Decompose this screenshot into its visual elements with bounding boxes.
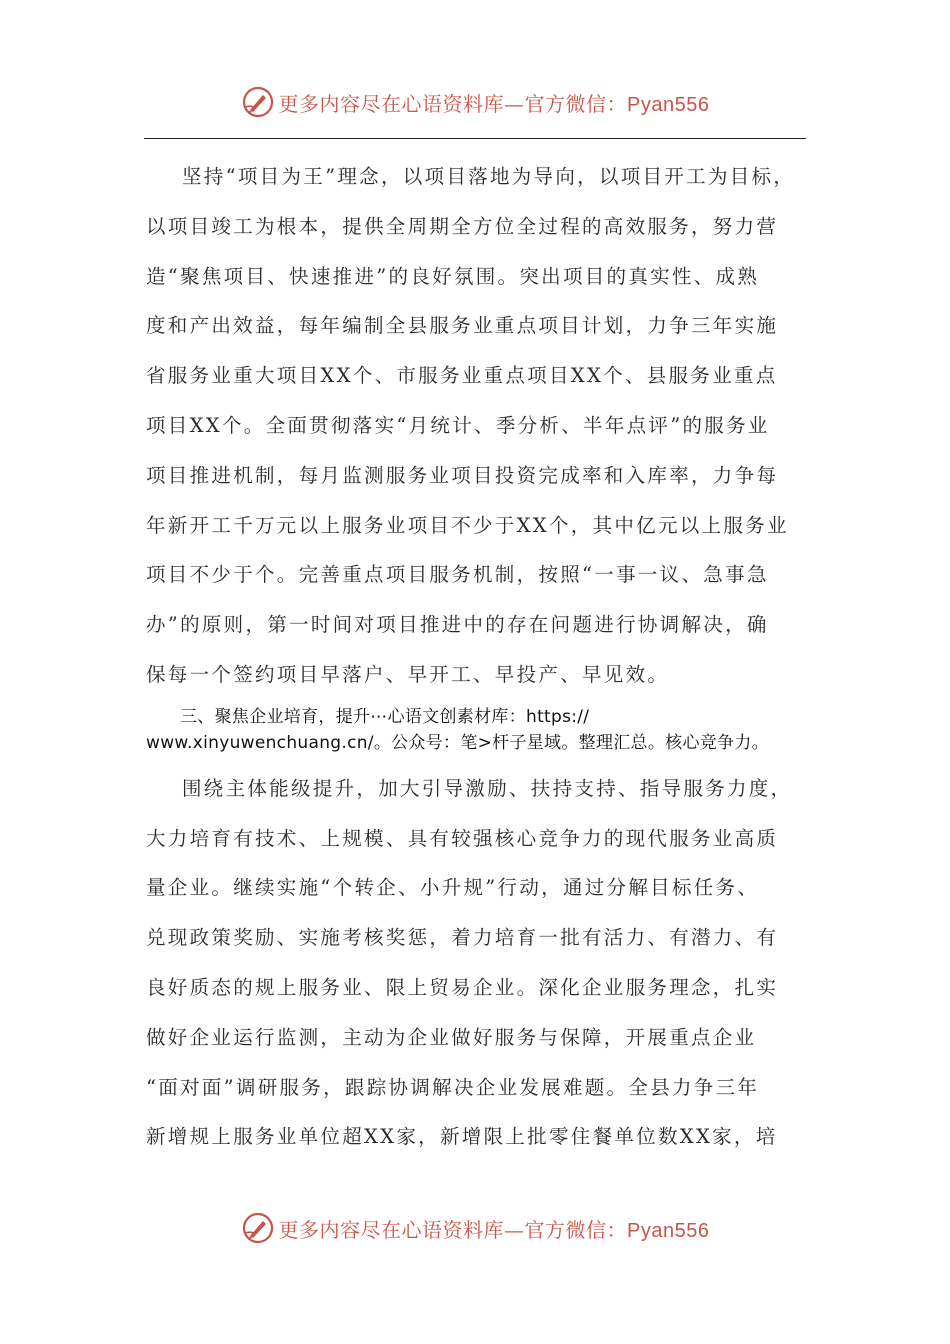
text-line: 项目不少于个。完善重点项目服务机制，按照“一事一议、急事急 [146, 563, 769, 587]
text-line: 省服务业重大项目XX个、市服务业重点项目XX个、县服务业重点 [146, 364, 778, 388]
section-heading [146, 704, 814, 756]
text-line: 大力培育有技术、上规模、具有较强核心竞争力的现代服务业高质 [146, 826, 779, 850]
document-body [146, 152, 814, 1162]
paragraph-1 [146, 152, 814, 700]
paragraph-2 [146, 764, 814, 1162]
text-line: 项目推进机制，每月监测服务业项目投资完成率和入库率，力争每 [146, 463, 779, 487]
text-line: 坚持“项目为王”理念，以项目落地为导向，以项目开工为目标， [182, 165, 796, 188]
text-line: 年新开工千万元以上服务业项目不少于XX个，其中亿元以上服务业 [146, 513, 789, 537]
heading-line-1: 三、聚焦企业培育，提升⋯心语文创素材库：https:// [180, 706, 590, 727]
text-line: 量企业。继续实施“个转企、小升规”行动，通过分解目标任务、 [146, 876, 760, 900]
text-line: 围绕主体能级提升，加大引导激励、扶持支持、指导服务力度， [182, 776, 793, 800]
text-line: 保每一个签约项目早落户、早开工、早投产、早见效。 [146, 662, 670, 686]
heading-line-2: www.xinyuwenchuang.cn/。公众号：笔>杆子星域。整理汇总。核心竞争力。 [146, 732, 769, 753]
text-line: 良好质态的规上服务业、限上贸易企业。深化企业服务理念，扎实 [146, 975, 779, 999]
footer-banner [0, 1208, 950, 1248]
text-line: 造“聚焦项目、快速推进”的良好氛围。突出项目的真实性、成熟 [146, 264, 760, 288]
header-banner [0, 82, 950, 122]
text-line: 以项目竣工为根本，提供全周期全方位全过程的高效服务，努力营 [146, 214, 779, 238]
text-line: 度和产出效益，每年编制全县服务业重点项目计划，力争三年实施 [146, 314, 779, 338]
text-line: 办”的原则，第一时间对项目推进中的存在问题进行协调解决，确 [146, 613, 769, 637]
text-line: 兑现政策奖励、实施考核奖惩，着力培育一批有活力、有潜力、有 [146, 926, 779, 950]
header-divider [144, 138, 806, 139]
text-line: 做好企业运行监测，主动为企业做好服务与保障，开展重点企业 [146, 1025, 757, 1049]
text-line: 项目XX个。全面贯彻落实“月统计、季分析、半年点评”的服务业 [146, 413, 770, 437]
pen-logo-icon [241, 1211, 275, 1245]
text-line: 新增规上服务业单位超XX家，新增限上批零住餐单位数XX家，培 [146, 1125, 778, 1149]
banner-text: 更多内容尽在心语资料库—官方微信：Pyan556 [278, 91, 710, 116]
text-line: “面对面”调研服务，跟踪协调解决企业发展难题。全县力争三年 [146, 1075, 760, 1099]
banner-text: 更多内容尽在心语资料库—官方微信：Pyan556 [278, 1217, 710, 1242]
pen-logo-icon [241, 85, 275, 119]
